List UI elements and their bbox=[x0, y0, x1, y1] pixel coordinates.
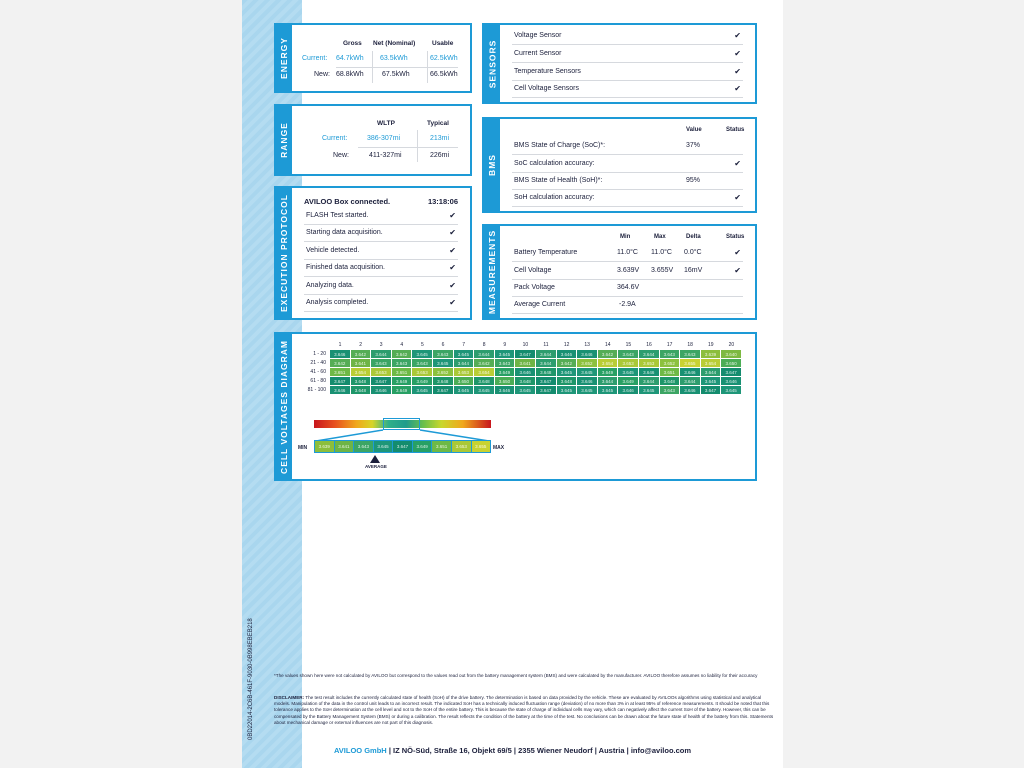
legend-step: 3.647 bbox=[393, 441, 412, 452]
range-current-wltp: 386-307mi bbox=[367, 135, 401, 142]
meas-row: Battery Temperature 11.0°C 11.0°C 0.0°C ✔ bbox=[512, 245, 743, 262]
cell-voltage-value: 3.643 bbox=[680, 350, 700, 358]
cell-voltage-value: 3.641 bbox=[515, 359, 535, 367]
cell-voltage-value: 3.653 bbox=[639, 359, 659, 367]
bms-row: SoC calculation accuracy: ✔ bbox=[512, 156, 743, 173]
cell-column-header: 17 bbox=[666, 342, 673, 348]
protocol-header: AVILOO Box connected. bbox=[304, 197, 391, 206]
cell-voltage-value: 3.648 bbox=[474, 377, 494, 385]
cell-voltages-tab: CELL VOLTAGES DIAGRAM bbox=[276, 334, 292, 479]
legend-step: 3.653 bbox=[452, 441, 471, 452]
cell-voltage-value: 3.643 bbox=[392, 359, 412, 367]
bms-header-value: Value bbox=[686, 127, 702, 133]
cell-row-header: 61 - 80 bbox=[310, 378, 326, 384]
legend-max-label: MAX bbox=[493, 445, 505, 451]
cell-voltage-value: 3.647 bbox=[330, 377, 350, 385]
energy-current-usable: 62.5kWh bbox=[430, 55, 458, 62]
energy-current-net: 63.5kWh bbox=[380, 55, 408, 62]
cell-voltage-value: 3.643 bbox=[412, 359, 432, 367]
cell-voltage-value: 3.648 bbox=[433, 377, 453, 385]
check-icon: ✔ bbox=[734, 248, 741, 257]
legend-step: 3.649 bbox=[413, 441, 432, 452]
check-icon: ✔ bbox=[734, 31, 741, 40]
cell-voltage-value: 3.647 bbox=[371, 377, 391, 385]
cell-voltage-value: 3.640 bbox=[721, 350, 741, 358]
zoom-connector-lines bbox=[292, 334, 592, 474]
cell-voltages-panel bbox=[274, 332, 757, 481]
cell-voltage-value: 3.654 bbox=[701, 359, 721, 367]
cell-voltage-value: 3.648 bbox=[557, 377, 577, 385]
energy-header-gross: Gross bbox=[343, 40, 362, 47]
cell-voltage-value: 3.645 bbox=[598, 386, 618, 394]
sensor-item: Temperature Sensors ✔ bbox=[512, 64, 743, 81]
cell-column-header: 6 bbox=[441, 342, 445, 348]
average-marker-icon bbox=[370, 455, 380, 463]
cell-voltage-value: 3.645 bbox=[721, 386, 741, 394]
disclaimer: DISCLAIMER: The test result includes the currently calculated state of health (SoH) of the drive battery. The determination is based on data provided by the vehicle. These are evaluated by AVILOOs algorithms using statistical and analytical models. Manipulation of the data in the control unit leads to an incorrect result. The indicated SoH has a technically induced fluctuation range (deviation) of no more than 3% in at least 95% of reference measurements. It should be noted that this tolerance applies to the SoH determination at the cell level and not to the SoH of the entire battery. This is because the state of charge of individual cells may vary, which can negatively affect the current SoH of the battery. However, this can be compensated by the Battery Management System (BMS) or during a calibration. The result reflects the condition of the battery at the time of the test. No conclusions can be drawn about the future state of health of the battery from this. Statements about mechanical damage or external influences are not part of this diagnosis. bbox=[274, 695, 774, 725]
execution-protocol-panel bbox=[274, 186, 472, 320]
cell-voltage-value: 3.641 bbox=[351, 359, 371, 367]
cell-voltage-value: 3.654 bbox=[351, 368, 371, 376]
cell-voltage-value: 3.650 bbox=[454, 377, 474, 385]
energy-header-net: Net (Nominal) bbox=[373, 40, 416, 47]
cell-voltage-value: 3.645 bbox=[557, 386, 577, 394]
cell-voltage-value: 3.645 bbox=[618, 368, 638, 376]
cell-voltage-value: 3.652 bbox=[577, 359, 597, 367]
cell-column-header: 20 bbox=[728, 342, 735, 348]
cell-column-header: 18 bbox=[687, 342, 693, 348]
cell-voltage-value: 3.653 bbox=[371, 368, 391, 376]
cell-column-header: 7 bbox=[462, 342, 465, 348]
cell-voltage-value: 3.650 bbox=[495, 377, 515, 385]
check-icon: ✔ bbox=[734, 266, 741, 275]
legend-steps bbox=[314, 440, 491, 453]
cell-voltage-value: 3.645 bbox=[515, 386, 535, 394]
cell-voltage-value: 3.644 bbox=[680, 377, 700, 385]
cell-voltage-value: 3.646 bbox=[618, 386, 638, 394]
cell-voltage-value: 3.648 bbox=[515, 377, 535, 385]
meas-row: Pack Voltage 364.6V bbox=[512, 280, 743, 297]
cell-column-header: 15 bbox=[625, 342, 632, 348]
cell-voltage-value: 3.647 bbox=[433, 386, 453, 394]
energy-new-gross: 68.8kWh bbox=[336, 71, 364, 78]
cell-column-header: 16 bbox=[646, 342, 652, 348]
cell-voltage-value: 3.643 bbox=[495, 359, 515, 367]
energy-header-usable: Usable bbox=[432, 40, 454, 47]
cell-voltage-value: 3.645 bbox=[433, 359, 453, 367]
sensor-item: Voltage Sensor ✔ bbox=[512, 28, 743, 45]
check-icon: ✔ bbox=[734, 159, 741, 168]
protocol-time: 13:18:06 bbox=[427, 197, 458, 206]
bms-row: SoH calculation accuracy: ✔ bbox=[512, 190, 743, 207]
cell-column-header: 11 bbox=[543, 342, 549, 348]
cell-voltage-value: 3.650 bbox=[721, 359, 741, 367]
cell-voltage-value: 3.647 bbox=[536, 377, 556, 385]
check-icon: ✔ bbox=[449, 263, 456, 272]
cell-voltage-value: 3.646 bbox=[639, 368, 659, 376]
range-header-typical: Typical bbox=[427, 120, 449, 127]
cell-voltage-value: 3.644 bbox=[371, 350, 391, 358]
bms-panel bbox=[482, 117, 757, 213]
cell-voltage-value: 3.642 bbox=[392, 350, 412, 358]
cell-voltage-value: 3.649 bbox=[392, 386, 412, 394]
energy-divider bbox=[336, 67, 458, 68]
cell-voltage-value: 3.646 bbox=[371, 386, 391, 394]
cell-voltage-value: 3.645 bbox=[577, 386, 597, 394]
legend-min-label: MIN bbox=[298, 445, 308, 451]
legend-step: 3.645 bbox=[374, 441, 393, 452]
footnote: *The values shown here were not calculated by AVILOO but correspond to the values read out from the battery management system (BMS) and were calculated by the manufacturer. AVILOO therefore assumes no liability for their accuracy bbox=[274, 673, 758, 678]
cell-voltage-value: 3.648 bbox=[536, 368, 556, 376]
cell-voltage-value: 3.652 bbox=[660, 359, 680, 367]
cell-voltage-value: 3.648 bbox=[660, 377, 680, 385]
cell-column-header: 13 bbox=[584, 342, 590, 348]
cell-voltage-value: 3.651 bbox=[330, 368, 350, 376]
cell-voltage-value: 3.649 bbox=[412, 377, 432, 385]
range-current-label: Current: bbox=[322, 135, 348, 142]
cell-row-header: 81 - 100 bbox=[307, 387, 326, 393]
meas-header-max: Max bbox=[654, 234, 666, 240]
measurements-panel bbox=[482, 224, 757, 320]
cell-voltage-value: 3.647 bbox=[701, 386, 721, 394]
sensor-item: Cell Voltage Sensors ✔ bbox=[512, 81, 743, 98]
energy-panel bbox=[274, 23, 472, 93]
protocol-step: Starting data acquisition. ✔ bbox=[304, 225, 458, 242]
energy-new-usable: 66.5kWh bbox=[430, 71, 458, 78]
sensors-panel bbox=[482, 23, 757, 104]
range-tab: RANGE bbox=[276, 106, 292, 174]
cell-voltage-value: 3.639 bbox=[701, 350, 721, 358]
energy-current-gross: 64.7kWh bbox=[336, 55, 364, 62]
energy-vdivider-1 bbox=[372, 51, 373, 83]
legend-step: 3.639 bbox=[315, 441, 334, 452]
cell-column-header: 19 bbox=[708, 342, 714, 348]
cell-voltage-value: 3.646 bbox=[330, 386, 350, 394]
cell-column-header: 14 bbox=[605, 342, 611, 348]
document-id: 0BD22014-2C6B-461F-9030-0B998EBEB218 bbox=[248, 618, 254, 740]
bms-row: BMS State of Health (SoH)*: 95% bbox=[512, 173, 743, 190]
cell-column-header: 3 bbox=[379, 342, 383, 348]
measurements-tab: MEASUREMENTS bbox=[484, 226, 500, 318]
cell-voltage-value: 3.642 bbox=[474, 359, 494, 367]
range-current-typical: 213mi bbox=[430, 135, 450, 142]
cell-voltage-value: 3.645 bbox=[701, 377, 721, 385]
meas-header-delta: Delta bbox=[686, 234, 701, 240]
cell-voltage-value: 3.649 bbox=[618, 377, 638, 385]
bms-row: BMS State of Charge (SoC)*: 37% bbox=[512, 138, 743, 155]
bms-header-status: Status bbox=[726, 127, 745, 133]
cell-voltage-value: 3.655 bbox=[680, 359, 700, 367]
cell-voltage-value: 3.646 bbox=[577, 350, 597, 358]
legend-step: 3.643 bbox=[354, 441, 373, 452]
cell-voltage-value: 3.642 bbox=[598, 350, 618, 358]
cell-voltage-value: 3.653 bbox=[454, 368, 474, 376]
check-icon: ✔ bbox=[734, 49, 741, 58]
check-icon: ✔ bbox=[449, 281, 456, 290]
cell-voltage-value: 3.651 bbox=[392, 368, 412, 376]
cell-voltage-value: 3.646 bbox=[557, 350, 577, 358]
cell-voltage-value: 3.645 bbox=[495, 350, 515, 358]
cell-voltage-value: 3.654 bbox=[598, 359, 618, 367]
cell-voltage-value: 3.644 bbox=[701, 368, 721, 376]
cell-voltage-value: 3.644 bbox=[536, 350, 556, 358]
cell-voltage-value: 3.642 bbox=[330, 359, 350, 367]
range-header-wltp: WLTP bbox=[377, 120, 395, 127]
cell-voltage-value: 3.645 bbox=[454, 350, 474, 358]
range-new-typical: 226mi bbox=[430, 152, 450, 159]
bms-tab: BMS bbox=[484, 119, 500, 211]
cell-column-header: 8 bbox=[482, 342, 486, 348]
check-icon: ✔ bbox=[734, 84, 741, 93]
range-vdivider bbox=[417, 130, 418, 162]
protocol-step: FLASH Test started. ✔ bbox=[304, 208, 458, 225]
legend-step: 3.651 bbox=[432, 441, 451, 452]
legend-average-label: AVERAGE bbox=[365, 464, 387, 469]
cell-voltage-value: 3.645 bbox=[639, 386, 659, 394]
energy-current-label: Current: bbox=[302, 55, 328, 62]
cell-voltage-value: 3.644 bbox=[536, 359, 556, 367]
cell-column-header: 5 bbox=[421, 342, 424, 348]
range-new-wltp: 411-327mi bbox=[369, 152, 402, 159]
cell-voltage-value: 3.649 bbox=[392, 377, 412, 385]
cell-column-header: 1 bbox=[338, 342, 342, 348]
meas-row: Cell Voltage 3.639V 3.655V 16mV ✔ bbox=[512, 263, 743, 280]
protocol-step: Analyzing data. ✔ bbox=[304, 278, 458, 295]
energy-new-net: 67.5kWh bbox=[382, 71, 410, 78]
cell-voltage-value: 3.643 bbox=[618, 350, 638, 358]
cell-column-header: 2 bbox=[359, 342, 362, 348]
cell-row-header: 41 - 60 bbox=[310, 369, 326, 375]
cell-voltage-value: 3.649 bbox=[495, 368, 515, 376]
cell-voltage-value: 3.646 bbox=[680, 386, 700, 394]
cell-voltage-value: 3.642 bbox=[351, 350, 371, 358]
check-icon: ✔ bbox=[734, 67, 741, 76]
footer: AVILOO GmbH | IZ NÖ-Süd, Straße 16, Objekt 69/5 | 2355 Wiener Neudorf | Austria | info@aviloo.com bbox=[333, 746, 692, 755]
cell-voltage-value: 3.646 bbox=[330, 350, 350, 358]
cell-voltage-value: 3.645 bbox=[557, 368, 577, 376]
cell-voltage-value: 3.644 bbox=[639, 377, 659, 385]
cell-voltage-value: 3.648 bbox=[351, 377, 371, 385]
cell-voltage-value: 3.648 bbox=[351, 386, 371, 394]
cell-voltage-value: 3.644 bbox=[454, 359, 474, 367]
cell-voltage-value: 3.642 bbox=[557, 359, 577, 367]
cell-voltage-value: 3.644 bbox=[598, 377, 618, 385]
cell-voltage-value: 3.646 bbox=[495, 386, 515, 394]
range-new-label: New: bbox=[333, 152, 349, 159]
cell-voltage-value: 3.651 bbox=[660, 368, 680, 376]
cell-voltage-value: 3.644 bbox=[639, 350, 659, 358]
cell-voltage-value: 3.653 bbox=[412, 368, 432, 376]
energy-vdivider-2 bbox=[427, 51, 428, 83]
cell-voltage-value: 3.643 bbox=[660, 350, 680, 358]
cell-voltage-value: 3.644 bbox=[474, 350, 494, 358]
protocol-step: Analysis completed. ✔ bbox=[304, 295, 458, 312]
cell-row-header: 1 - 20 bbox=[313, 351, 326, 357]
cell-voltage-value: 3.646 bbox=[577, 377, 597, 385]
cell-voltage-value: 3.646 bbox=[680, 368, 700, 376]
cell-voltage-value: 3.647 bbox=[536, 386, 556, 394]
meas-header-min: Min bbox=[620, 234, 631, 240]
report-page bbox=[242, 0, 783, 768]
check-icon: ✔ bbox=[449, 246, 456, 255]
check-icon: ✔ bbox=[734, 193, 741, 202]
cell-voltage-value: 3.643 bbox=[660, 386, 680, 394]
cell-voltage-value: 3.643 bbox=[433, 350, 453, 358]
email-link[interactable]: info@aviloo.com bbox=[630, 746, 692, 755]
cell-voltage-value: 3.645 bbox=[474, 386, 494, 394]
cell-voltage-value: 3.646 bbox=[515, 368, 535, 376]
energy-tab: ENERGY bbox=[276, 25, 292, 91]
cell-column-header: 10 bbox=[522, 342, 529, 348]
check-icon: ✔ bbox=[449, 298, 456, 307]
cell-voltage-value: 3.645 bbox=[577, 368, 597, 376]
cell-voltage-value: 3.645 bbox=[412, 350, 432, 358]
cell-row-header: 21 - 40 bbox=[310, 360, 326, 366]
cell-column-header: 12 bbox=[563, 342, 570, 348]
range-divider bbox=[358, 147, 458, 148]
cell-voltage-value: 3.647 bbox=[721, 368, 741, 376]
energy-new-label: New: bbox=[314, 71, 330, 78]
cell-voltage-value: 3.649 bbox=[598, 368, 618, 376]
check-icon: ✔ bbox=[449, 211, 456, 220]
cell-column-header: 9 bbox=[503, 342, 507, 348]
sensors-tab: SENSORS bbox=[484, 25, 500, 102]
sensor-item: Current Sensor ✔ bbox=[512, 46, 743, 63]
cell-column-header: 4 bbox=[400, 342, 404, 348]
cell-voltage-value: 3.653 bbox=[618, 359, 638, 367]
meas-header-status: Status bbox=[726, 234, 745, 240]
cell-voltage-value: 3.652 bbox=[433, 368, 453, 376]
protocol-step: Finished data acquisition. ✔ bbox=[304, 260, 458, 277]
cell-voltage-value: 3.645 bbox=[454, 386, 474, 394]
range-panel bbox=[274, 104, 472, 176]
cell-voltage-value: 3.643 bbox=[371, 359, 391, 367]
cell-voltage-value: 3.645 bbox=[412, 386, 432, 394]
cell-voltage-value: 3.647 bbox=[515, 350, 535, 358]
cell-voltage-value: 3.654 bbox=[474, 368, 494, 376]
meas-row: Average Current -2.9A bbox=[512, 297, 743, 314]
legend-step: 3.655 bbox=[472, 441, 491, 452]
protocol-step: Vehicle detected. ✔ bbox=[304, 243, 458, 260]
legend-step: 3.641 bbox=[335, 441, 354, 452]
check-icon: ✔ bbox=[449, 228, 456, 237]
execution-protocol-tab: EXECUTION PROTOCOL bbox=[276, 188, 292, 318]
cell-voltage-value: 3.646 bbox=[721, 377, 741, 385]
